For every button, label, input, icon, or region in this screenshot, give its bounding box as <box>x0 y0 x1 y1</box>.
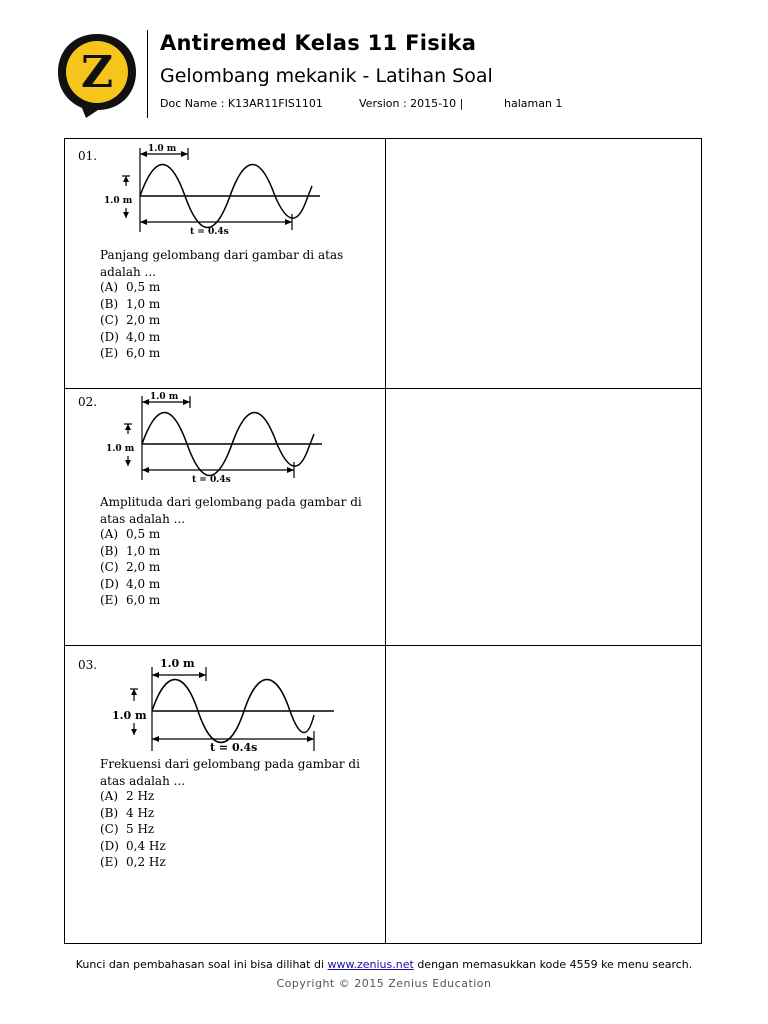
page-subtitle: Gelombang mekanik - Latihan Soal <box>160 65 493 87</box>
question-text: Panjang gelombang dari gambar di atas adalah ... <box>100 248 344 279</box>
option-d[interactable]: (D) 4,0 m <box>100 329 161 344</box>
question-number: 02. <box>78 395 98 409</box>
option-c[interactable]: (C) 5 Hz <box>100 822 155 836</box>
amplitude-label: 1.0 m <box>112 709 147 722</box>
wave-figure <box>108 655 348 755</box>
option-b[interactable]: (B) 1,0 m <box>100 296 161 311</box>
option-a[interactable]: (A) 0,5 m <box>100 280 161 294</box>
amplitude-label: 1.0 m <box>104 196 133 206</box>
option-e[interactable]: (E) 0,2 Hz <box>100 855 166 869</box>
doc-version: Version : 2015-10 | <box>359 97 464 110</box>
answer-options <box>100 788 166 871</box>
copyright: Copyright © 2015 Zenius Education <box>276 977 492 990</box>
time-label: t = 0.4s <box>210 741 258 754</box>
option-a[interactable]: (A) 2 Hz <box>100 789 155 803</box>
time-label: t = 0.4s <box>190 227 229 237</box>
option-b[interactable]: (B) 4 Hz <box>100 805 155 820</box>
option-a[interactable]: (A) 0,5 m <box>100 527 161 541</box>
question-text: Frekuensi dari gelombang pada gambar di atas adalah ... <box>100 757 360 788</box>
wavelength-label: 1.0 m <box>160 657 195 670</box>
option-d[interactable]: (D) 4,0 m <box>100 576 161 591</box>
answer-options <box>100 279 160 362</box>
header-divider <box>147 30 148 118</box>
zenius-link[interactable]: www.zenius.net <box>327 958 414 971</box>
footer-note: Kunci dan pembahasan soal ini bisa dilihat di www.zenius.net dengan memasukkan kode 4559 ke menu search. <box>75 958 693 971</box>
amplitude-label: 1.0 m <box>106 444 135 454</box>
page-title: Antiremed Kelas 11 Fisika <box>160 31 477 55</box>
wave-figure <box>100 142 330 238</box>
logo-letter: Z <box>80 47 114 98</box>
option-c[interactable]: (C) 2,0 m <box>100 560 161 574</box>
option-c[interactable]: (C) 2,0 m <box>100 313 161 327</box>
question-number: 03. <box>78 658 98 672</box>
option-e[interactable]: (E) 6,0 m <box>100 593 161 607</box>
time-label: t = 0.4s <box>192 475 231 485</box>
wavelength-label: 1.0 m <box>148 144 177 154</box>
doc-name: Doc Name : K13AR11FIS1101 <box>160 97 323 110</box>
grid-row-divider <box>64 388 702 389</box>
grid-row-divider <box>64 645 702 646</box>
option-e[interactable]: (E) 6,0 m <box>100 346 161 360</box>
zenius-logo <box>54 30 140 120</box>
option-b[interactable]: (B) 1,0 m <box>100 543 161 558</box>
page-number: halaman 1 <box>504 97 563 110</box>
question-number: 01. <box>78 149 98 163</box>
wave-figure <box>102 390 332 486</box>
grid-column-divider <box>385 138 386 944</box>
question-text: Amplituda dari gelombang pada gambar di atas adalah ... <box>100 495 362 526</box>
wavelength-label: 1.0 m <box>150 392 179 402</box>
answer-options <box>100 526 160 609</box>
option-d[interactable]: (D) 0,4 Hz <box>100 838 166 853</box>
